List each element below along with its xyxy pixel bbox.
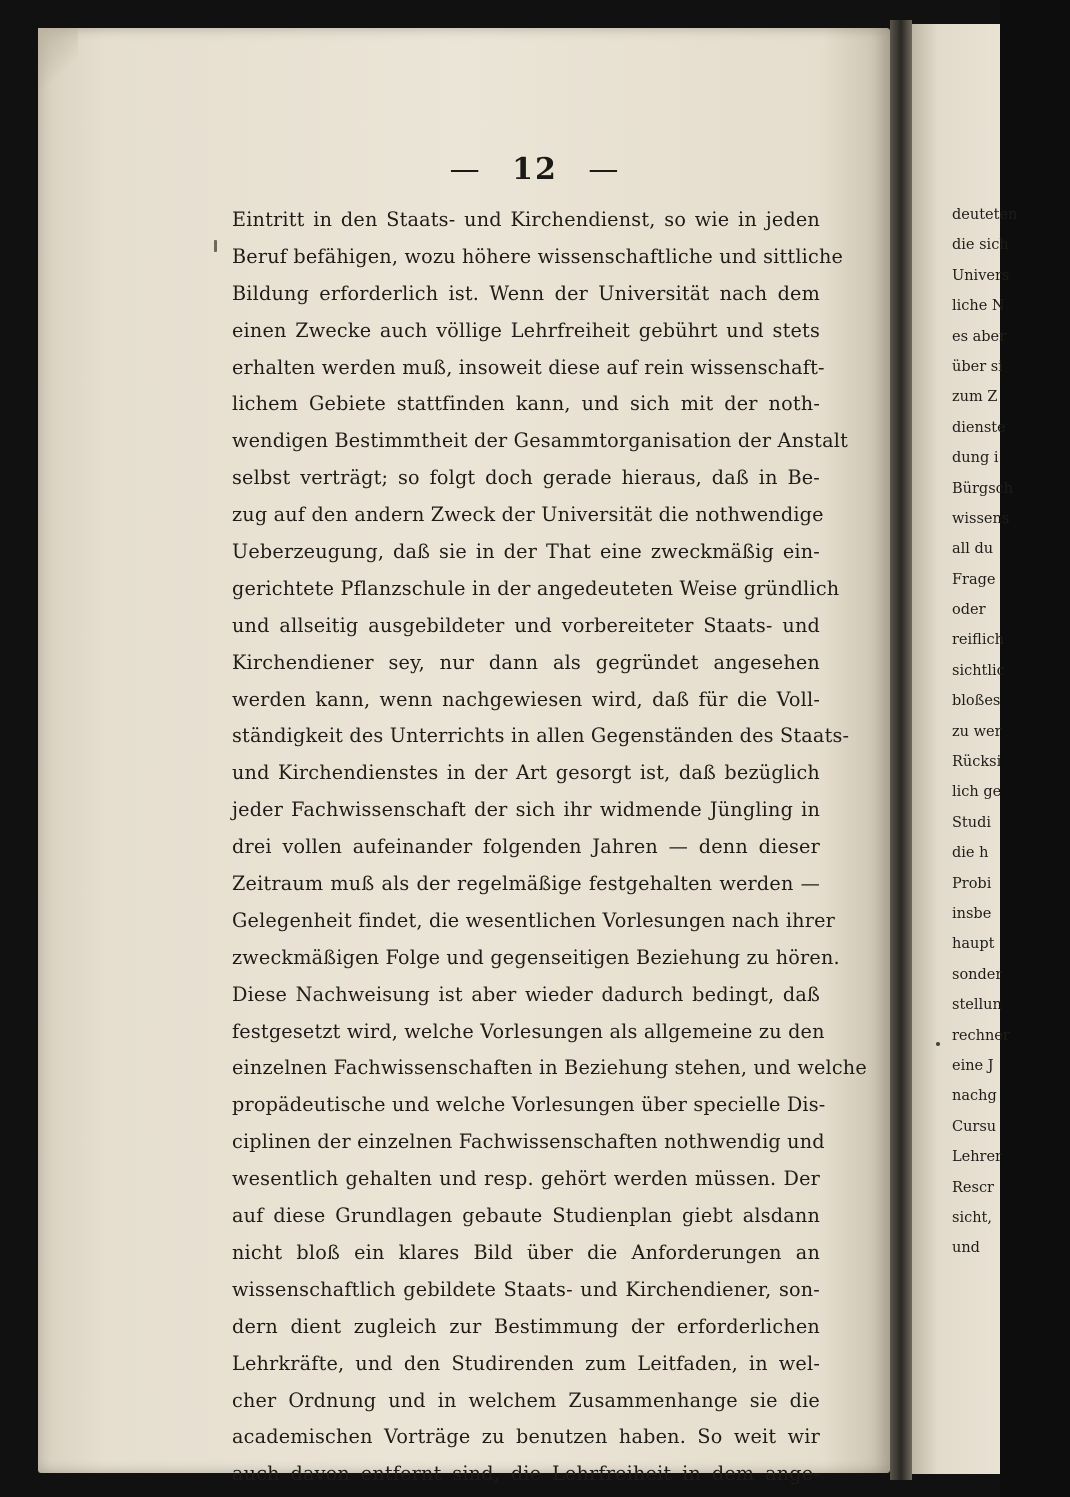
text-line: propädeutische und welche Vorlesungen über specielle Dis-	[232, 1093, 826, 1117]
text-line: auch davon entfernt sind, die Lehrfreiheit in dem ange-	[232, 1462, 820, 1486]
text-line: ständigkeit des Unterrichts in allen Gegenständen des Staats-	[232, 724, 850, 748]
header-right-dash: —	[588, 152, 621, 187]
right-text-line: dienste	[952, 419, 1006, 436]
right-text-line: Rescr	[952, 1179, 994, 1196]
text-line: wissenschaftlich gebildete Staats- und Kirchendiener, son-	[232, 1277, 820, 1301]
right-text-line: Lehrer	[952, 1149, 1002, 1166]
book-gutter	[890, 20, 912, 1480]
right-text-line: die sich	[952, 237, 1009, 254]
right-text-line: Rücksi	[952, 754, 1002, 771]
text-line: wesentlich gehalten und resp. gehört werden müssen. Der	[232, 1167, 820, 1191]
right-text-line: Probi	[952, 875, 992, 892]
text-line: lichem Gebiete stattfinden kann, und sich mit der noth-	[232, 392, 820, 416]
right-text-line: bloßes	[952, 693, 1001, 710]
right-text-line: Frage	[952, 571, 996, 588]
body-text	[232, 202, 867, 1493]
text-line: nicht bloß ein klares Bild über die Anforderungen an	[232, 1240, 820, 1264]
right-text-line: rechner	[952, 1027, 1010, 1044]
right-text-line: dung i	[952, 450, 999, 467]
text-line: auf diese Grundlagen gebaute Studienplan giebt alsdann	[232, 1204, 820, 1228]
right-text-line: liche N	[952, 298, 1005, 315]
text-line: wendigen Bestimmtheit der Gesammtorganisation der Anstalt	[232, 429, 848, 453]
right-text-line: eine J	[952, 1057, 994, 1074]
text-line: und allseitig ausgebildeter und vorbereiteter Staats- und	[232, 613, 820, 637]
right-text-line: all du	[952, 541, 994, 558]
text-line: Zeitraum muß als der regelmäßige festgehalten werden —	[232, 872, 820, 896]
right-text-line: lich ge	[952, 784, 1002, 801]
header-left-dash: —	[449, 152, 482, 187]
text-line: werden kann, wenn nachgewiesen wird, daß für die Voll-	[232, 687, 820, 711]
right-text-line: haupt	[952, 936, 995, 953]
right-text-line: es aber	[952, 328, 1007, 345]
right-text-line: deuteten	[952, 207, 1018, 223]
page-number: 12	[512, 152, 558, 187]
page-header	[0, 152, 1070, 187]
right-text-line: zum Z	[952, 389, 998, 406]
text-line: und Kirchendienstes in der Art gesorgt ist, daß bezüglich	[232, 761, 820, 785]
right-text-line: Studi	[952, 814, 992, 831]
text-line: academischen Vorträge zu benutzen haben. So weit wir	[232, 1425, 820, 1449]
right-text-line: und	[952, 1240, 980, 1257]
right-text-line: nachg	[952, 1088, 997, 1105]
text-line: dern dient zugleich zur Bestimmung der erforderlichen	[232, 1314, 820, 1338]
right-text-line: stellun	[952, 997, 1002, 1014]
text-line: ciplinen der einzelnen Fachwissenschaften nothwendig und	[232, 1130, 825, 1154]
text-line: Kirchendiener sey, nur dann als gegründet angesehen	[232, 650, 820, 674]
right-text-line: oder	[952, 602, 986, 619]
text-line: Diese Nachweisung ist aber wieder dadurch bedingt, daß	[232, 982, 820, 1006]
text-line: zug auf den andern Zweck der Universität die nothwendige	[232, 503, 824, 527]
text-line: erhalten werden muß, insoweit diese auf rein wissenschaft-	[232, 355, 825, 379]
text-line: Lehrkräfte, und den Studirenden zum Leitfaden, in wel-	[232, 1351, 820, 1375]
right-text-line: wissens	[952, 510, 1010, 527]
text-line: Beruf befähigen, wozu höhere wissenschaftliche und sittliche	[232, 244, 844, 268]
right-text-line: Bürgsch	[952, 480, 1014, 497]
right-text-line: Cursu	[952, 1118, 997, 1135]
right-text-line: Univers	[952, 267, 1010, 284]
text-line: cher Ordnung und in welchem Zusammenhange sie die	[232, 1388, 820, 1412]
right-text-line: sichtlic	[952, 662, 1005, 679]
margin-dot	[936, 1042, 940, 1046]
right-text-line: reiflich	[952, 632, 1004, 649]
text-line: einen Zwecke auch völlige Lehrfreiheit gebührt und stets	[232, 318, 820, 342]
text-line: drei vollen aufeinander folgenden Jahren — denn dieser	[232, 835, 820, 859]
right-page-text	[952, 200, 1018, 1264]
right-text-line: sonder	[952, 966, 1003, 983]
text-line: zweckmäßigen Folge und gegenseitigen Beziehung zu hören.	[232, 945, 840, 969]
text-line: Gelegenheit findet, die wesentlichen Vorlesungen nach ihrer	[232, 908, 836, 932]
text-line: Ueberzeugung, daß sie in der That eine zweckmäßig ein-	[232, 540, 820, 564]
right-text-line: sicht,	[952, 1209, 992, 1226]
text-line: einzelnen Fachwissenschaften in Beziehung stehen, und welche	[232, 1056, 867, 1080]
text-line: festgesetzt wird, welche Vorlesungen als allgemeine zu den	[232, 1019, 825, 1043]
text-line: jeder Fachwissenschaft der sich ihr widmende Jüngling in	[232, 798, 820, 822]
right-text-line: insbe	[952, 905, 992, 922]
text-line: Bildung erforderlich ist. Wenn der Universität nach dem	[232, 281, 820, 305]
text-line: gerichtete Pflanzschule in der angedeuteten Weise gründlich	[232, 576, 840, 600]
right-text-line: zu wer	[952, 723, 1002, 740]
text-line: Eintritt in den Staats- und Kirchendienst, so wie in jeden	[232, 208, 820, 231]
right-text-line: die h	[952, 845, 989, 862]
right-text-line: über si	[952, 358, 1003, 375]
text-line: selbst verträgt; so folgt doch gerade hieraus, daß in Be-	[232, 466, 820, 490]
margin-mark	[214, 240, 217, 252]
